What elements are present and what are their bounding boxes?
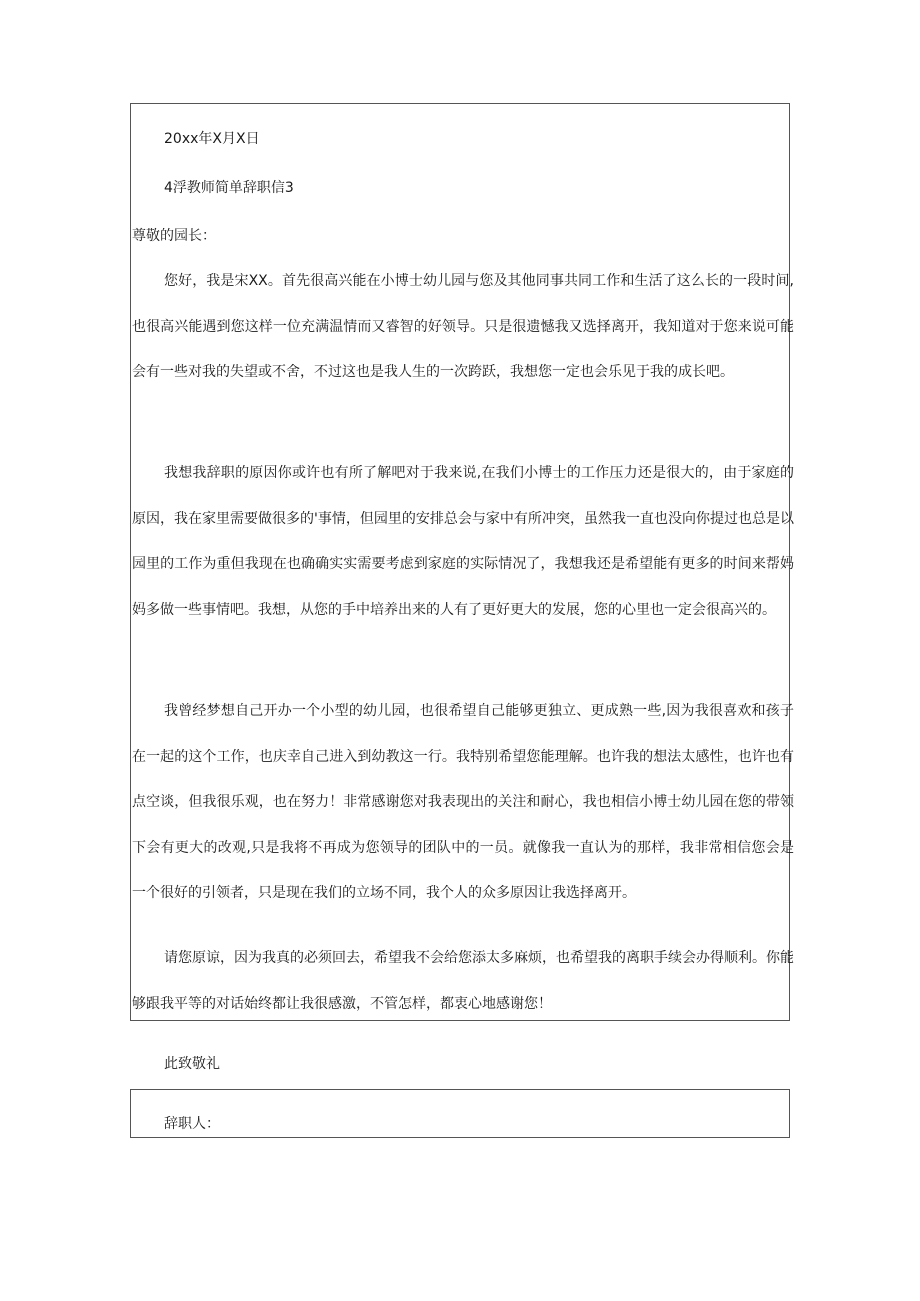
signature-frame [130,1089,790,1138]
letter-date: 20xx年X月X日 [164,131,260,147]
signature-label: 辞职人： [164,1116,220,1132]
closing: 此致敬礼 [164,1056,220,1072]
paragraph-1: 您好，我是宋XX。首先很高兴能在小博士幼儿园与您及其他同事共同工作和生活了这么长的一段时间,也很高兴能遇到您这样一位充满温情而又睿智的好领导。只是很遗憾我又选择离开，我知道对于您来说可能会有一些对我的失望或不舍，不过这也是我人生的一次跨跃，我想您一定也会乐见于我的成长吧。 [132,273,794,381]
paragraph-2: 我想我辞职的原因你或许也有所了解吧对于我来说,在我们小博士的工作压力还是很大的，由于家庭的原因，我在家里需要做很多的'事情，但园里的安排总会与家中有所冲突，虽然我一直也没向你提过也总是以园里的工作为重但我现在也确确实实需要考虑到家庭的实际情况了，我想我还是希望能有更多的时间来帮妈妈多做一些事情吧。我想，从您的手中培养出来的人有了更好更大的发展，您的心里也一定会很高兴的。 [132,465,794,618]
letter-title: 4浮教师简单辞职信3 [164,180,294,196]
salutation: 尊敬的园长： [132,228,216,244]
paragraph-3: 我曾经梦想自己开办一个小型的幼儿园，也很希望自己能够更独立、更成熟一些,因为我很喜欢和孩子在一起的这个工作，也庆幸自己进入到幼教这一行。我特别希望您能理解。也许我的想法太感性，也许也有点空谈，但我很乐观，也在努力！非常感谢您对我表现出的关注和耐心，我也相信小博士幼儿园在您的带领下会有更大的改观,只是我将不再成为您领导的团队中的一员。就像我一直认为的那样，我非常相信您会是一个很好的引领者，只是现在我们的立场不同，我个人的众多原因让我选择离开。 [132,703,794,902]
paragraph-4: 请您原谅，因为我真的必须回去，希望我不会给您添太多麻烦，也希望我的离职手续会办得顺利。你能够跟我平等的对话始终都让我很感激，不管怎样，都衷心地感谢您！ [132,950,794,1012]
